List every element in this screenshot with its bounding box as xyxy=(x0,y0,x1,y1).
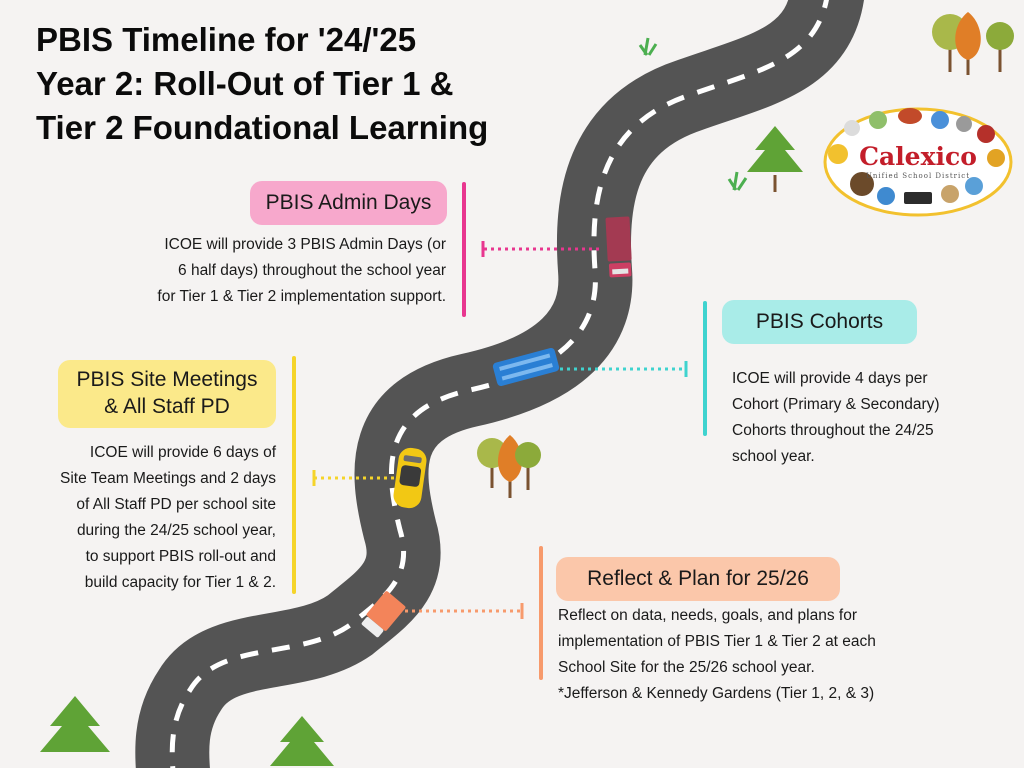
admin-line-1: ICOE will provide 3 PBIS Admin Days (or xyxy=(164,236,446,253)
pine-tree-bottom-middle-icon xyxy=(270,716,334,766)
admin-line-2: 6 half days) throughout the school year xyxy=(178,262,446,279)
reflect-plan-description xyxy=(558,603,998,707)
logo-subtitle: Unified School District xyxy=(865,172,971,180)
site-line-6: build capacity for Tier 1 & 2. xyxy=(84,574,276,591)
site-line-3: of All Staff PD per school site xyxy=(76,496,276,513)
pine-tree-bottom-left-icon xyxy=(40,696,110,752)
site-label-line-2: & All Staff PD xyxy=(104,395,230,418)
site-meetings-label xyxy=(58,360,276,428)
admin-days-label: PBIS Admin Days xyxy=(250,181,447,225)
cohorts-line-3: Cohorts throughout the 24/25 xyxy=(732,422,934,439)
site-label-line-1: PBIS Site Meetings xyxy=(76,368,258,391)
site-accent-bar xyxy=(292,356,296,594)
tree-cluster-middle-icon xyxy=(477,435,541,498)
site-line-2: Site Team Meetings and 2 days xyxy=(60,470,276,487)
cohorts-line-1: ICOE will provide 4 days per xyxy=(732,370,928,387)
title-line-2: Year 2: Roll-Out of Tier 1 & xyxy=(36,65,454,102)
site-line-1: ICOE will provide 6 days of xyxy=(89,444,276,461)
reflect-accent-bar xyxy=(539,546,543,680)
site-line-5: to support PBIS roll-out and xyxy=(85,548,276,565)
page-title xyxy=(36,18,596,150)
site-line-4: during the 24/25 school year, xyxy=(76,522,276,539)
cohorts-label: PBIS Cohorts xyxy=(722,300,917,344)
tree-cluster-top-right-icon xyxy=(932,12,1014,75)
reflect-plan-label: Reflect & Plan for 25/26 xyxy=(556,557,840,601)
cohorts-description xyxy=(732,366,1002,470)
reflect-line-3: School Site for the 25/26 school year. xyxy=(558,659,815,676)
pine-tree-top-icon xyxy=(747,126,803,192)
logo-name: Calexico xyxy=(859,142,977,171)
cohorts-line-4: school year. xyxy=(732,448,815,465)
site-meetings-description xyxy=(10,440,276,596)
reflect-line-4: *Jefferson & Kennedy Gardens (Tier 1, 2, & 3) xyxy=(558,685,875,702)
title-line-1: PBIS Timeline for '24/'25 xyxy=(36,21,417,58)
cohorts-accent-bar xyxy=(703,301,707,436)
reflect-line-2: implementation of PBIS Tier 1 & Tier 2 at each xyxy=(558,633,876,650)
title-line-3: Tier 2 Foundational Learning xyxy=(36,109,489,146)
admin-line-3: for Tier 1 & Tier 2 implementation support. xyxy=(157,288,446,305)
admin-accent-bar xyxy=(462,182,466,317)
cohorts-line-2: Cohort (Primary & Secondary) xyxy=(732,396,940,413)
admin-days-description xyxy=(80,232,446,310)
pink-truck-icon xyxy=(605,216,632,277)
reflect-line-1: Reflect on data, needs, goals, and plans for xyxy=(558,607,858,624)
district-logo xyxy=(822,106,1014,218)
